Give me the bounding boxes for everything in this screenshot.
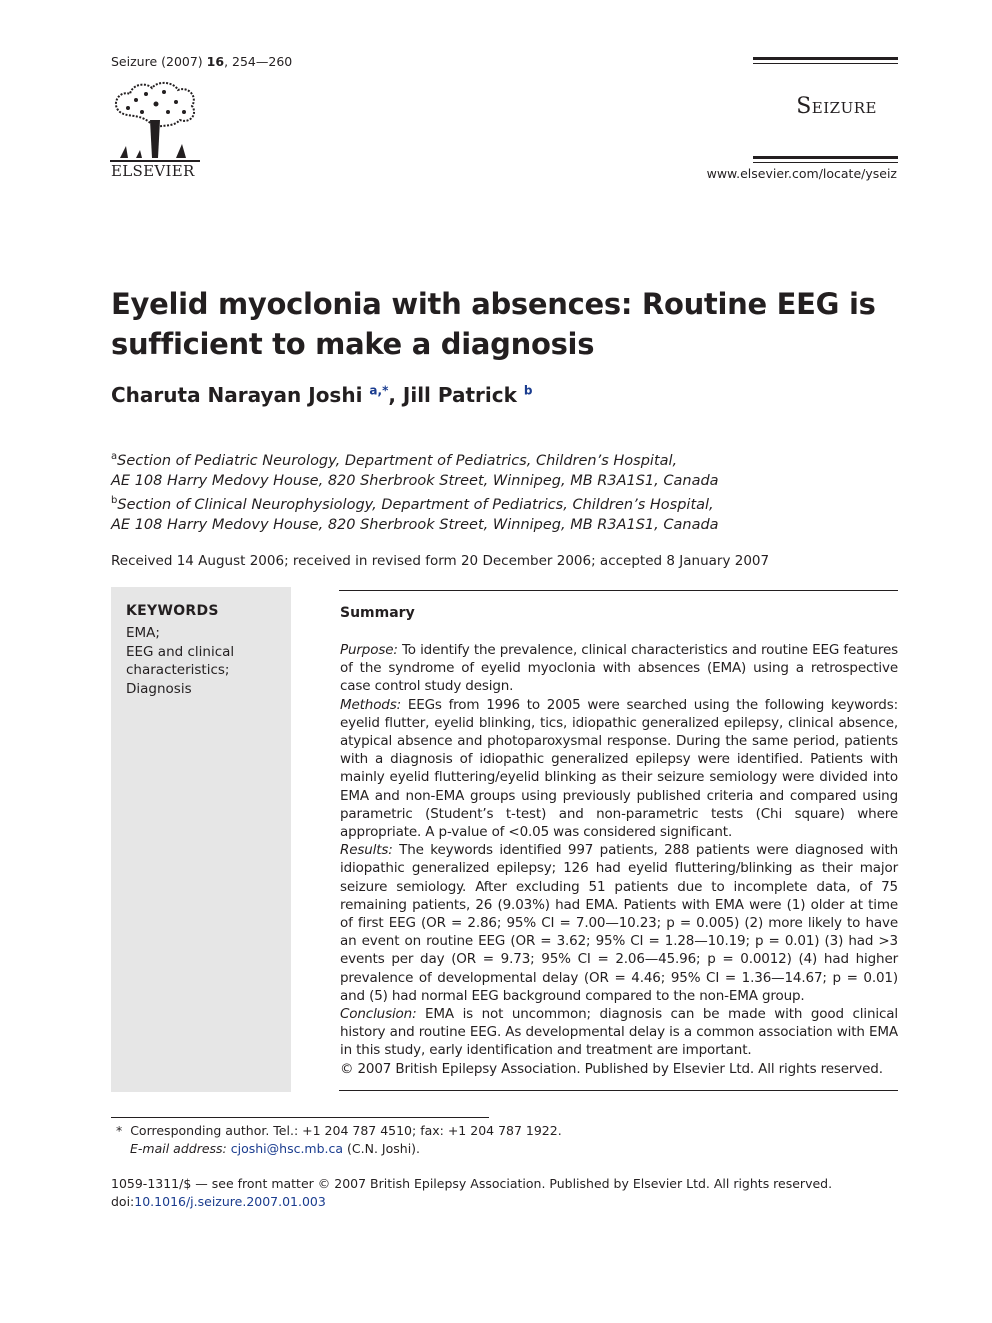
purpose-label: Purpose: [340,642,398,658]
keyword-item: EMA; [126,625,160,641]
keyword-item: Diagnosis [126,680,192,697]
footnote-rule [111,1117,489,1118]
affiliation-text: Section of Pediatric Neurology, Department of Pediatrics, Children’s Hospital, [117,452,678,469]
abstract-methods [340,696,898,842]
footnote-mark: * [116,1123,123,1138]
abstract-rule-bottom [339,1090,898,1091]
header-rule-bottom [753,156,898,159]
abstract-body [340,641,898,1078]
affiliation-line [111,515,719,535]
keywords-list [126,624,286,698]
keyword-item: EEG and clinical characteristics; [126,643,235,678]
article-title: Eyelid myoclonia with absences: Routine EEG is sufficient to make a diagnosis [111,287,876,361]
affiliation-line [111,471,719,491]
author-affiliation-marks[interactable]: a,* [369,383,389,398]
journal-name: Seizure [796,94,877,119]
citation-pages: , 254—260 [224,54,293,69]
citation-journal: Seizure (2007) [111,54,203,69]
received-dates: Received 14 August 2006; received in revised form 20 December 2006; accepted 8 January 2007 [111,553,770,569]
summary-heading: Summary [340,605,415,621]
abstract-results [340,841,898,1005]
author-name: Jill Patrick [402,383,517,407]
email-link[interactable]: cjoshi@hsc.mb.ca [230,1141,344,1156]
email-label: E-mail address: [130,1141,227,1156]
author-affiliation-marks[interactable]: b [523,383,533,398]
journal-citation [111,54,292,69]
methods-label: Methods: [340,696,402,713]
affiliation-text: Section of Clinical Neurophysiology, Department of Pediatrics, Children’s Hospital, [117,497,714,514]
abstract-rule-top [339,590,898,591]
affiliation-mark: b [111,495,118,507]
email-suffix: (C.N. Joshi). [347,1141,421,1156]
results-text: The keywords identified 997 patients, 288 patients were diagnosed with idiopathic generalized epilepsy; 126 had eyelid fluttering/blinking as their major seizure semiology. After excluding 51 patients due to incomplete data, of 75 remaining patients, 26 (9.03%) had EMA. Patients with EMA were (1) older at time of first EEG (OR = 2.86; 95% CI = 7.00—10.23; p = 0.005) (2) more likely to have an event on routine EEG (OR = 3.62; 95% CI = 1.28—10.19; p = 0.01) (3) had >3 events per day (OR = 9.73; 95% CI = 2.06—45.96; p = 0.0012) (4) had higher prevalence of developmental delay (OR = 4.46; 95% CI = 1.36—14.67; p = 0.01) and (5) had normal EEG background compared to the non-EMA group. [340,842,898,1004]
conclusion-label: Conclusion: [340,1006,417,1023]
affiliation-text: AE 108 Harry Medovy House, 820 Sherbrook Street, Winnipeg, MB R3A1S1, Canada [111,473,719,490]
header-rule-bottom-thin [753,162,898,163]
corresponding-text: Corresponding author. Tel.: +1 204 787 4510; fax: +1 204 787 1922. [130,1123,562,1138]
author-list [111,383,533,407]
keywords-heading: KEYWORDS [126,603,219,619]
affiliation-line [111,491,719,515]
doi-label: doi: [111,1194,135,1209]
doi-line [111,1193,832,1211]
purpose-text: To identify the prevalence, clinical characteristics and routine EEG features of the syndrome of eyelid myoclonia with absences (EMA) using a retrospective case control study design. [340,642,898,695]
methods-text: EEGs from 1996 to 2005 were searched using the following keywords: eyelid flutter, eyelid blinking, tics, idiopathic generalized epilepsy, clinical absence, atypical absence and photoparoxysmal response. During the same period, patients with a diagnosis of idiopathic generalized epilepsy were identified. Patients with mainly eyelid fluttering/eyelid blinking as their seizure semiology were divided into EMA and non-EMA groups using previously published criteria and compared using parametric (Student’s t-test) and non-parametric tests (Chi square) where appropriate. A p-value of <0.05 was considered significant. [340,696,898,841]
abstract-copyright: © 2007 British Epilepsy Association. Published by Elsevier Ltd. All rights reserved. [340,1060,883,1077]
journal-url-link[interactable]: www.elsevier.com/locate/yseiz [706,166,897,181]
header-rule-top [753,57,898,60]
affiliation-line [111,447,719,471]
affiliation-text: AE 108 Harry Medovy House, 820 Sherbrook Street, Winnipeg, MB R3A1S1, Canada [111,517,719,534]
corresponding-line [116,1122,562,1140]
email-line [116,1140,562,1158]
issn-line: 1059-1311/$ — see front matter © 2007 British Epilepsy Association. Published by Elsevier Ltd. All rights reserved. [111,1176,833,1191]
corresponding-footnote [116,1122,562,1158]
publisher-name: ELSEVIER [111,162,195,180]
doi-link[interactable]: 10.1016/j.seizure.2007.01.003 [134,1194,326,1209]
abstract-conclusion [340,1005,898,1060]
conclusion-text: EMA is not uncommon; diagnosis can be made with good clinical history and routine EEG. As developmental delay is a common association with EMA in this study, early identification and treatment are important. [340,1006,898,1059]
author-name: Charuta Narayan Joshi [111,383,363,407]
header-rule-top-thin [753,63,898,64]
affiliation-mark: a [111,451,118,462]
affiliations [111,447,719,535]
front-matter [111,1175,832,1211]
results-label: Results: [340,842,393,859]
abstract-purpose [340,641,898,696]
author-separator: , [388,383,403,407]
citation-volume: 16 [206,54,225,69]
